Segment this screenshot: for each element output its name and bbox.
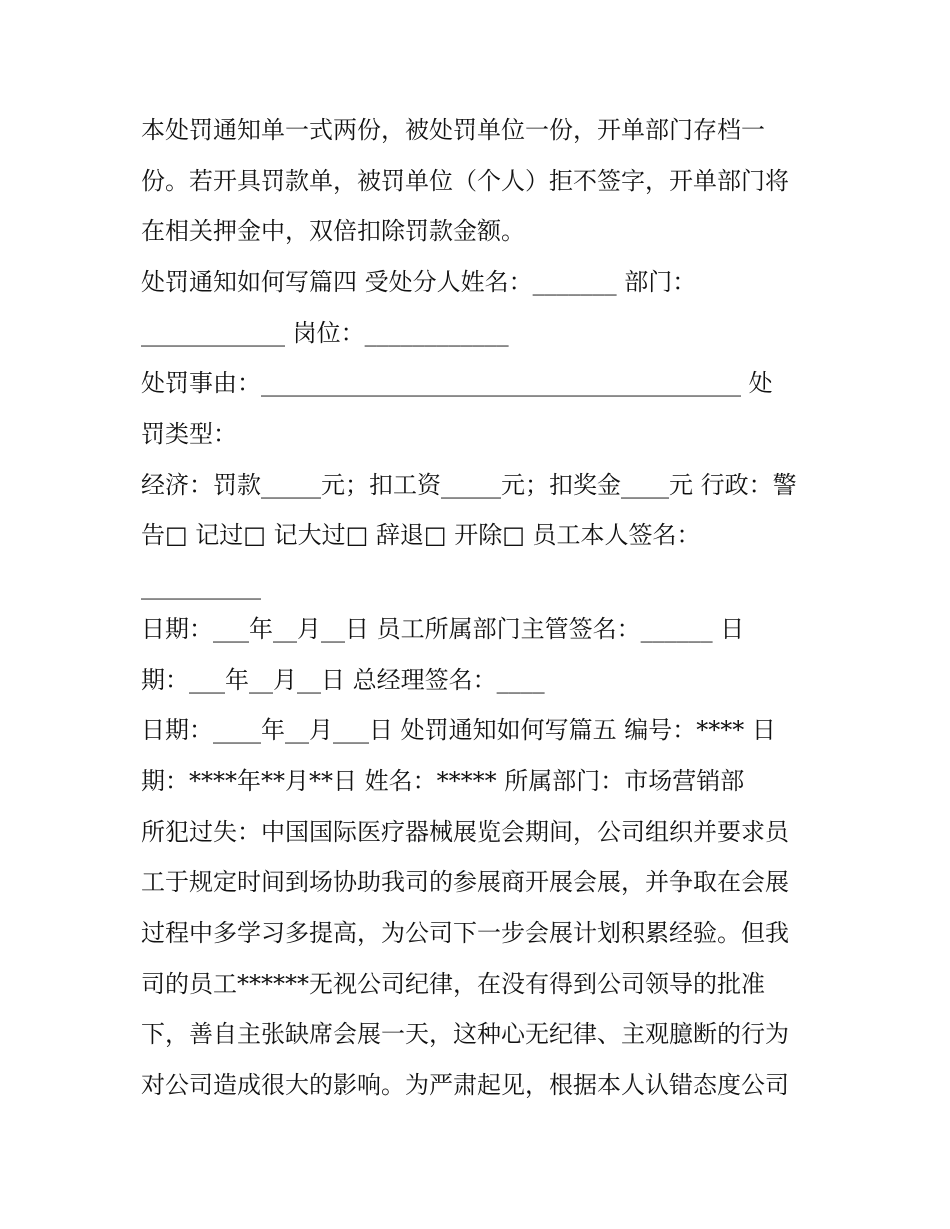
text-line: 期：****年**月**日 姓名：***** 所属部门：市场营销部 [141,767,745,795]
text-line: 司的员工******无视公司纪律，在没有得到公司领导的批准 [141,970,765,998]
text-line: 告□ 记过□ 记大过□ 辞退□ 开除□ 员工本人签名： [141,521,701,549]
text-line: 处罚事由：________________________________________ 处 [141,369,773,397]
text-line: 日期：___年__月__日 员工所属部门主管签名：______ 日 [141,615,745,643]
text-line: 本处罚通知单一式两份，被处罚单位一份，开单部门存档一 [141,116,765,144]
text-line: 所犯过失：中国国际医疗器械展览会期间，公司组织并要求员 [141,818,789,846]
text-line: 罚类型： [141,420,237,448]
text-line: 在相关押金中，双倍扣除罚款金额。 [141,217,525,245]
text-line: __________ [141,572,261,600]
text-line: 工于规定时间到场协助我司的参展商开展会展，并争取在会展 [141,868,789,896]
text-line: 期：___年__月__日 总经理签名：____ [141,666,545,694]
text-line: 处罚通知如何写篇四 受处分人姓名：_______ 部门： [141,268,697,296]
text-line: 对公司造成很大的影响。为严肃起见，根据本人认错态度公司 [141,1071,789,1099]
text-line: 日期：____年__月___日 处罚通知如何写篇五 编号：**** 日 [141,716,776,744]
text-line: 下，善自主张缺席会展一天，这种心无纪律、主观臆断的行为 [141,1020,789,1048]
text-line: 经济：罚款_____元；扣工资_____元；扣奖金____元 行政：警 [141,471,797,499]
text-line: ____________ 岗位：____________ [141,319,509,347]
text-line: 过程中多学习多提高，为公司下一步会展计划积累经验。但我 [141,919,789,947]
text-line: 份。若开具罚款单，被罚单位（个人）拒不签字，开单部门将 [141,167,789,195]
